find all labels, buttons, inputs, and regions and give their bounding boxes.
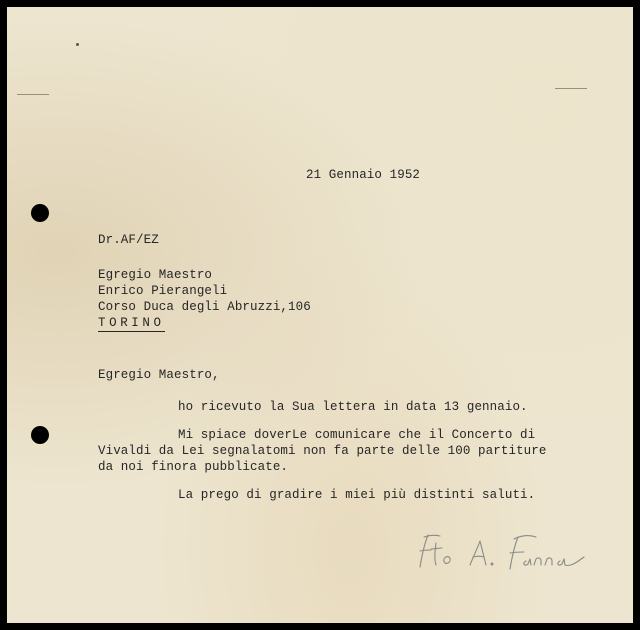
paragraph-2-line-2: Vivaldi da Lei segnalatomi non fa parte delle 100 partiture xyxy=(98,444,547,458)
letter-page xyxy=(7,7,633,623)
punch-hole-top xyxy=(31,204,49,222)
recipient-name: Enrico Pierangeli xyxy=(98,284,228,298)
punch-hole-bottom xyxy=(31,426,49,444)
recipient-title: Egregio Maestro xyxy=(98,268,213,282)
recipient-street: Corso Duca degli Abruzzi,106 xyxy=(98,300,311,314)
fold-mark-right xyxy=(555,88,587,89)
fold-mark-left xyxy=(17,94,49,95)
letter-body xyxy=(98,399,546,503)
paper-speck xyxy=(76,43,79,46)
paragraph-1: ho ricevuto la Sua lettera in data 13 gennaio. xyxy=(178,400,528,414)
paragraph-3: La prego di gradire i miei più distinti saluti. xyxy=(178,488,536,502)
recipient-address xyxy=(98,267,311,331)
handwritten-signature xyxy=(414,527,594,573)
salutation: Egregio Maestro, xyxy=(98,368,220,382)
paragraph-2-line-1: Mi spiace doverLe comunicare che il Concerto di xyxy=(178,428,536,442)
reference-code: Dr.AF/EZ xyxy=(98,233,159,247)
paragraph-2-line-3: da noi finora pubblicate. xyxy=(98,460,289,474)
recipient-city: TORINO xyxy=(98,316,165,330)
letter-date: 21 Gennaio 1952 xyxy=(306,168,421,182)
